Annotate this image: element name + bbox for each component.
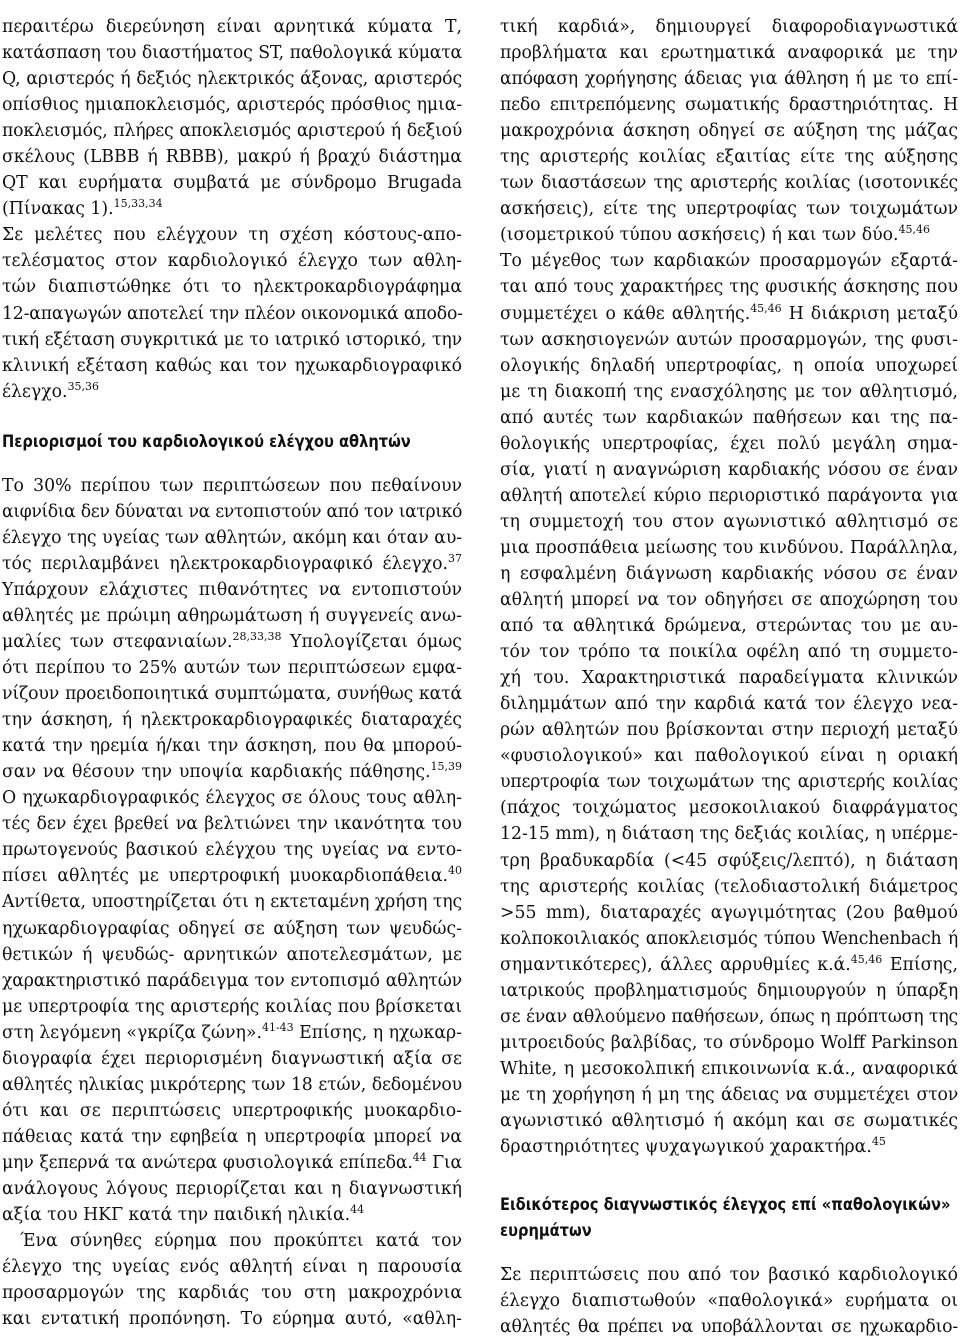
text-line: των διαστάσεων της αριστερής κοιλίας (ισοτονικές xyxy=(500,173,958,194)
citation: 15,33,34 xyxy=(113,197,163,211)
text-line: ιατρικούς προβληματισμούς δημιουργούν η ύπαρξη xyxy=(500,980,958,1001)
text-line: της αριστερής κοιλίας (τελοδιαστολική διάμετρος xyxy=(500,876,958,897)
text-line: από τα αθλητικά δρώμενα, στερώντας του με αυ- xyxy=(500,616,958,637)
text-line xyxy=(2,629,462,655)
text-line: με υπερτροφία της αριστερής κοιλίας που βρίσκεται xyxy=(2,996,462,1017)
paragraph-limitations xyxy=(2,473,462,1228)
text-line: των ασκησιογενών αυτών προσαρμογών, της φυσι- xyxy=(500,329,958,350)
text-line xyxy=(2,379,462,405)
text-line xyxy=(2,1150,462,1176)
line-text: στη λεγόμενη «γκρίζα ζώνη». xyxy=(2,1022,262,1043)
text-line: «φυσιολογικού» και παθολογικού είναι η οριακή xyxy=(500,746,958,767)
text-line: σκέλους (LBBB ή RBBB), μακρύ ή βραχύ διάστημα xyxy=(2,147,462,168)
line-text: σημαντικότερες), άλλες αρρυθμίες κ.ά. xyxy=(500,954,851,975)
text-line: τών διαπιστώθηκε ότι το ηλεκτροκαρδιογράφημα xyxy=(2,277,462,298)
text-line: τική καρδιά», δημιουργεί διαφοροδιαγνωστικά xyxy=(500,17,958,37)
text-line xyxy=(2,1202,462,1228)
text-line: απόφαση χορήγησης άδειας για άθληση ή με το επί- xyxy=(500,69,958,90)
text-line: τές δεν έχει βρεθεί να βελτιώνει την ικανότητα του xyxy=(2,814,462,835)
line-text: Επίσης, xyxy=(882,954,958,975)
line-text: μαλίες των στεφανιαίων. xyxy=(2,631,233,652)
text-line: πρωτογενούς βασικού ελέγχου της υγείας να εντο- xyxy=(2,840,462,861)
text-line: κολποκοιλιακός αποκλεισμός τύπου Wenchenbach ή xyxy=(500,928,958,949)
citation: 35,36 xyxy=(67,379,100,393)
text-line: αιφνίδια δεν δύναται να εντοπιστούν από τον ιατρικό xyxy=(2,501,462,522)
text-line xyxy=(500,1134,958,1160)
text-line: ότι περίπου το 25% αυτών των περιπτώσεων εμφα- xyxy=(2,658,462,679)
text-line: Ένα σύνηθες εύρημα που προκύπτει κατά τον xyxy=(20,1231,462,1252)
text-line: τική εξέταση συγκριτικά με το ιατρικό ιστορικό, την xyxy=(2,329,462,350)
text-line: η εσφαλμένη διάγνωση καρδιακής νόσου σε έναν xyxy=(500,563,958,584)
citation: 45,46 xyxy=(750,301,782,315)
text-line: χαρακτηριστικό παράδειγμα τον εντοπισμό αθλητών xyxy=(2,970,462,991)
text-line: χή του. Χαρακτηριστικά παραδείγματα κλινικών xyxy=(500,668,958,689)
paragraph-ecg-findings xyxy=(2,14,462,222)
text-line xyxy=(500,222,958,248)
text-line: κατά την ηρεμία ή/και την άσκηση, που θα μπορού- xyxy=(2,736,462,757)
text-line: QT και ευρήματα συμβατά με σύνδρομο Brugada xyxy=(2,173,462,194)
text-line: μια προσπάθεια μείωσης του κινδύνου. Παράλληλα, xyxy=(500,537,958,558)
text-line: πάθειας κατά την εφηβεία η υπερτροφία μπορεί να xyxy=(2,1126,462,1147)
line-text: πίσει αθλητές με υπερτροφική μυοκαρδιοπάθεια. xyxy=(2,866,448,887)
text-line xyxy=(2,551,462,577)
text-line: την άσκηση, ή ηλεκτροκαρδιογραφικές διαταραχές xyxy=(2,710,462,731)
text-line: θολογικής υπερτροφίας, έχει πολύ μεγάλη σημα- xyxy=(500,433,958,454)
text-line: έλεγχο της υγείας των αθλητών, ακόμη και όταν αυ- xyxy=(2,527,462,548)
line-text: αξία του ΗΚΓ κατά την παιδική ηλικία. xyxy=(2,1205,351,1226)
line-text: Υπολογίζεται όμως xyxy=(281,631,462,652)
text-line: τόν τον τρόπο τα ποικίλα οφέλη από τη συμμετο- xyxy=(500,642,958,663)
citation: 37 xyxy=(448,551,462,565)
text-line: ται από τους χαρακτήρες της φυσικής άσκησης που xyxy=(500,277,958,298)
text-line: Το 30% περίπου των περιπτώσεων που πεθαίνουν xyxy=(2,475,462,496)
text-line: Σε μελέτες που ελέγχουν τη σχέση κόστους-απο- xyxy=(2,225,462,246)
text-line: περαιτέρω διερεύνηση είναι αρνητικά κύματα Τ, xyxy=(2,17,462,37)
text-line: αθλητή μπορεί να τον οδηγήσει σε αποχώρηση του xyxy=(500,590,958,611)
text-line: >55 mm), διαταραχές αγωγιμότητας (2ου βαθμού xyxy=(500,902,958,923)
line-text: δραστηριότητες ψυχαγωγικού χαρακτήρα. xyxy=(500,1137,872,1158)
text-line: της αριστερής κοιλίας εξαιτίας είτε της αύξησης xyxy=(500,147,958,168)
text-line: νίζουν προειδοποιητικά συμπτώματα, συνήθως κατά xyxy=(2,684,462,705)
text-line: Q, αριστερός ή δεξιός ηλεκτρικός άξονας, αριστερός xyxy=(2,69,462,90)
paragraph-athletes-heart xyxy=(2,1228,462,1332)
text-line: ανάλογους λόγους περιορίζεται και η διαγνωστική xyxy=(2,1178,462,1199)
citation: 44 xyxy=(350,1203,365,1217)
section-heading-special-diagnostics: Ειδικότερος διαγνωστικός έλεγχος επί «παθολογικών» xyxy=(500,1195,951,1216)
text-line: ποκλεισμός, πλήρες αποκλεισμός αριστερού ή δεξιού xyxy=(2,121,462,142)
text-line: αθλητές θα πρέπει να υποβάλλονται σε ηχωκαρδιο- xyxy=(500,1317,958,1338)
line-text: έλεγχο. xyxy=(2,381,68,402)
line-text: μην ξεπερνά τα ανώτερα φυσιολογικά επίπεδα. xyxy=(2,1152,413,1173)
line-text: (Πίνακας 1). xyxy=(2,199,114,220)
line-text: τός περιλαμβάνει ηλεκτροκαρδιογραφικό έλεγχο. xyxy=(2,553,448,574)
text-line xyxy=(2,759,462,785)
text-line: αθλητές ηλικίας μικρότερης των 18 ετών, δεδομένου xyxy=(2,1074,462,1095)
text-line: έλεγχο της υγείας ενός αθλητή είναι η παρουσία xyxy=(2,1257,462,1278)
text-line: Αντίθετα, υποστηρίζεται ότι η εκτεταμένη χρήση της xyxy=(2,892,462,913)
citation: 45 xyxy=(871,1135,886,1149)
citation: 28,33,38 xyxy=(232,629,282,643)
line-text: Για xyxy=(426,1152,462,1173)
paragraph-athletes-heart-continued xyxy=(500,14,958,1160)
text-line: ασκήσεις), είτε της υπερτροφίας των τοιχωμάτων xyxy=(500,199,958,220)
text-line: σε έναν αθλούμενο παθήσεων, όπως η πρόπτωση της xyxy=(500,1006,958,1027)
paragraph-special-diagnostics xyxy=(500,1262,958,1340)
text-line: από αυτές των καρδιακών παθήσεων και της πα- xyxy=(500,407,958,428)
line-text: (ισομετρικού τύπου ασκήσεις) ή και των δύο. xyxy=(500,225,899,246)
text-line: πεδο επιτρεπόμενης σωματικής δραστηριότητας. Η xyxy=(500,95,958,116)
line-text: Επίσης, η ηχωκαρ- xyxy=(293,1022,462,1043)
citation: 41-43 xyxy=(261,1020,294,1034)
text-line: Ο ηχωκαρδιογραφικός έλεγχος σε όλους τους αθλη- xyxy=(2,788,462,809)
text-line: αγωνιστικό αθλητισμό ή ακόμη και σε σωματικές xyxy=(500,1110,958,1131)
text-line: 12-15 mm), η διάταση της δεξιάς κοιλίας, η υπέρμε- xyxy=(500,824,958,845)
text-line xyxy=(500,301,958,327)
paragraph-cost-effectiveness xyxy=(2,222,462,404)
text-line: με τη διακοπή της ενασχόλησης με τον αθλητισμό, xyxy=(500,381,958,402)
text-line: οπίσθιος ημιαποκλεισμός, αριστερός πρόσθιος ημια- xyxy=(2,95,462,116)
text-line: (πάχος τοιχώματος μεσοκοιλιακού διαφράγματος xyxy=(500,798,958,819)
text-line: κλινική εξέταση καθώς και τον ηχωκαρδιογραφικό xyxy=(2,355,462,376)
text-line: τη συμμετοχή του στον αγωνιστικό αθλητισμό σε xyxy=(500,511,958,532)
text-line: τελέσματος στον καρδιολογικό έλεγχο των αθλη- xyxy=(2,251,462,272)
text-line: με τη χορήγηση ή μη της άδειας να συμμετέχει στον xyxy=(500,1084,958,1105)
text-line xyxy=(2,863,462,889)
text-line: τρη βραδυκαρδία (<45 σφύξεις/λεπτό), η διάταση xyxy=(500,850,958,871)
citation: 44 xyxy=(412,1150,427,1164)
citation: 45,46 xyxy=(898,223,931,237)
text-line: σία, γιατί η αναγνώριση καρδιακής νόσου σε έναν xyxy=(500,459,958,480)
text-line: έλεγχο διαπιστωθούν «παθολογικά» ευρήματα οι xyxy=(500,1291,958,1312)
line-text: σαν να θέσουν την υποψία καρδιακής πάθησης. xyxy=(2,762,431,783)
right-column xyxy=(500,14,958,1340)
text-line: αθλητή αποτελεί κύριο περιοριστικό παράγοντα για xyxy=(500,485,958,506)
text-line: διογραφία έχει περιορισμένη διαγνωστική αξία σε xyxy=(2,1048,462,1069)
text-line: μιτροειδούς βαλβίδας, το σύνδρομο Wolff Parkinson xyxy=(500,1032,958,1053)
text-line: Το μέγεθος των καρδιακών προσαρμογών εξαρτά- xyxy=(500,251,958,272)
text-line: 12-απαγωγών αποτελεί την πλέον οικονομικά αποδο- xyxy=(2,303,463,324)
text-line: διλημμάτων από την καρδιά κατά τον έλεγχο νεα- xyxy=(500,694,958,715)
section-heading-special-diagnostics-cont: ευρημάτων xyxy=(500,1221,592,1242)
text-line: Σε περιπτώσεις που από τον βασικό καρδιολογικό xyxy=(500,1265,958,1286)
citation: 15,39 xyxy=(430,760,462,774)
text-line xyxy=(2,196,462,222)
text-line xyxy=(2,1020,462,1046)
text-line: Υπάρχουν ελάχιστες πιθανότητες να εντοπιστούν xyxy=(2,579,462,600)
line-text: συμμετέχει ο κάθε αθλητής. xyxy=(500,303,751,324)
text-line: θετικών ή ψευδώς- αρνητικών αποτελεσμάτων, με xyxy=(2,944,462,965)
text-line xyxy=(500,952,958,978)
text-line: προσαρμογών της καρδιάς του στη μακροχρόνια xyxy=(2,1283,462,1304)
text-line: προβλήματα και ερωτηματικά αναφορικά με την xyxy=(500,43,958,64)
line-text: Η διάκριση μεταξύ xyxy=(781,303,958,324)
text-line: ρών αθλητών που βρίσκονται στην περιοχή μεταξύ xyxy=(500,720,958,741)
text-line: μακροχρόνια άσκηση οδηγεί σε αύξηση της μάζας xyxy=(500,121,958,142)
text-line: White, η μεσοκολπική επικοινωνία κ.ά., αναφορικά xyxy=(500,1058,958,1079)
text-line: και εντατική προπόνηση. Το εύρημα αυτό, «αθλη- xyxy=(2,1309,462,1330)
text-line: ολογικής δηλαδή υπερτροφίας, η οποία υποχωρεί xyxy=(500,355,958,376)
text-line: ότι και σε περιπτώσεις υπερτροφικής μυοκαρδιο- xyxy=(2,1100,462,1121)
citation: 45,46 xyxy=(850,952,883,966)
text-line: κατάσπαση του διαστήματος ST, παθολογικά κύματα xyxy=(2,43,462,64)
left-column xyxy=(2,14,462,1332)
citation: 40 xyxy=(448,864,462,878)
text-line: υπερτροφία των τοιχωμάτων της αριστερής κοιλίας xyxy=(500,772,958,793)
text-line: ηχωκαρδιογραφίας οδηγεί σε αύξηση των ψευδώς- xyxy=(2,918,462,939)
text-line: αθλητές με πρώιμη αθηρωμάτωση ή συγγενείς ανω- xyxy=(2,605,462,626)
section-heading-limitations: Περιορισμοί του καρδιολογικού ελέγχου αθλητών xyxy=(2,431,411,452)
